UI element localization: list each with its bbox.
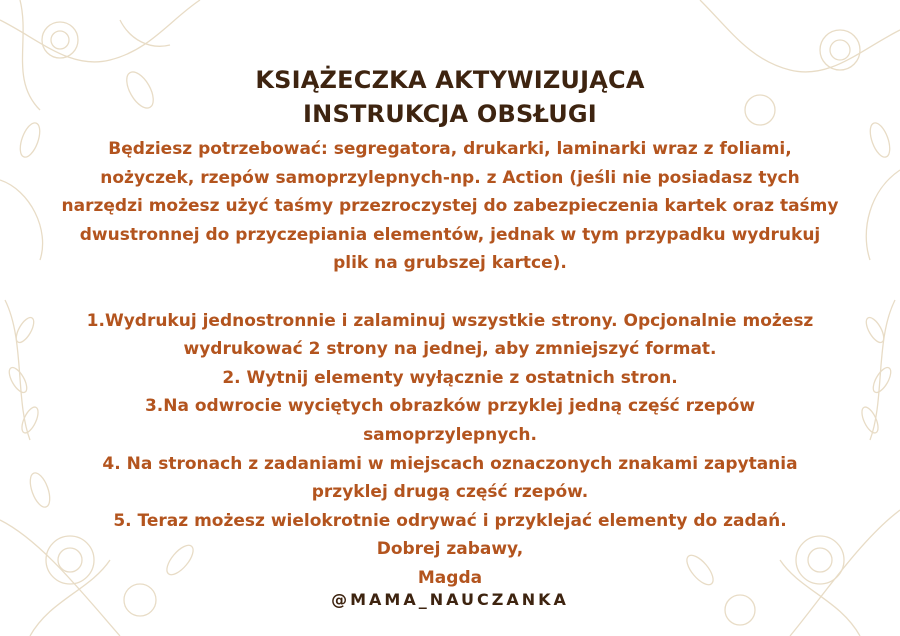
- step-line: 1.Wydrukuj jednostronnie i zalaminuj wszystkie strony. Opcjonalnie możesz: [86, 310, 814, 331]
- instructions-body: [40, 135, 860, 593]
- step-line: 5. Teraz możesz wielokrotnie odrywać i przyklejać elementy do zadań.: [113, 510, 787, 531]
- page-subtitle: INSTRUKCJA OBSŁUGI: [303, 100, 597, 128]
- intro-line: plik na grubszej kartce).: [333, 253, 567, 274]
- step-line: 4. Na stronach z zadaniami w miejscach oznaczonych znakami zapytania: [102, 453, 798, 474]
- step-line: 3.Na odwrocie wyciętych obrazków przyklej jedną część rzepów: [144, 396, 756, 417]
- social-handle: @MAMA_NAUCZANKA: [331, 590, 569, 609]
- closing-greeting: Dobrej zabawy,: [376, 539, 524, 560]
- step-line: przyklej drugą część rzepów.: [311, 482, 589, 503]
- step-line: wydrukować 2 strony na jednej, aby zmniejszyć format.: [183, 339, 717, 360]
- intro-line: dwustronnej do przyczepiania elementów, jednak w tym przypadku wydrukuj: [79, 224, 821, 245]
- step-line: samoprzylepnych.: [363, 424, 537, 445]
- paragraph-gap: [40, 278, 860, 307]
- intro-line: nożyczek, rzepów samoprzylepnych-np. z Action (jeśli nie posiadasz tych: [100, 167, 800, 188]
- intro-line: narzędzi możesz użyć taśmy przezroczystej do zabezpieczenia kartek oraz taśmy: [61, 196, 839, 217]
- page-title: KSIĄŻECZKA AKTYWIZUJĄCA: [255, 66, 645, 94]
- step-line: 2. Wytnij elementy wyłącznie z ostatnich stron.: [222, 367, 678, 388]
- intro-line: Będziesz potrzebować: segregatora, drukarki, laminarki wraz z foliami,: [108, 139, 792, 159]
- closing-signature: Magda: [417, 567, 483, 588]
